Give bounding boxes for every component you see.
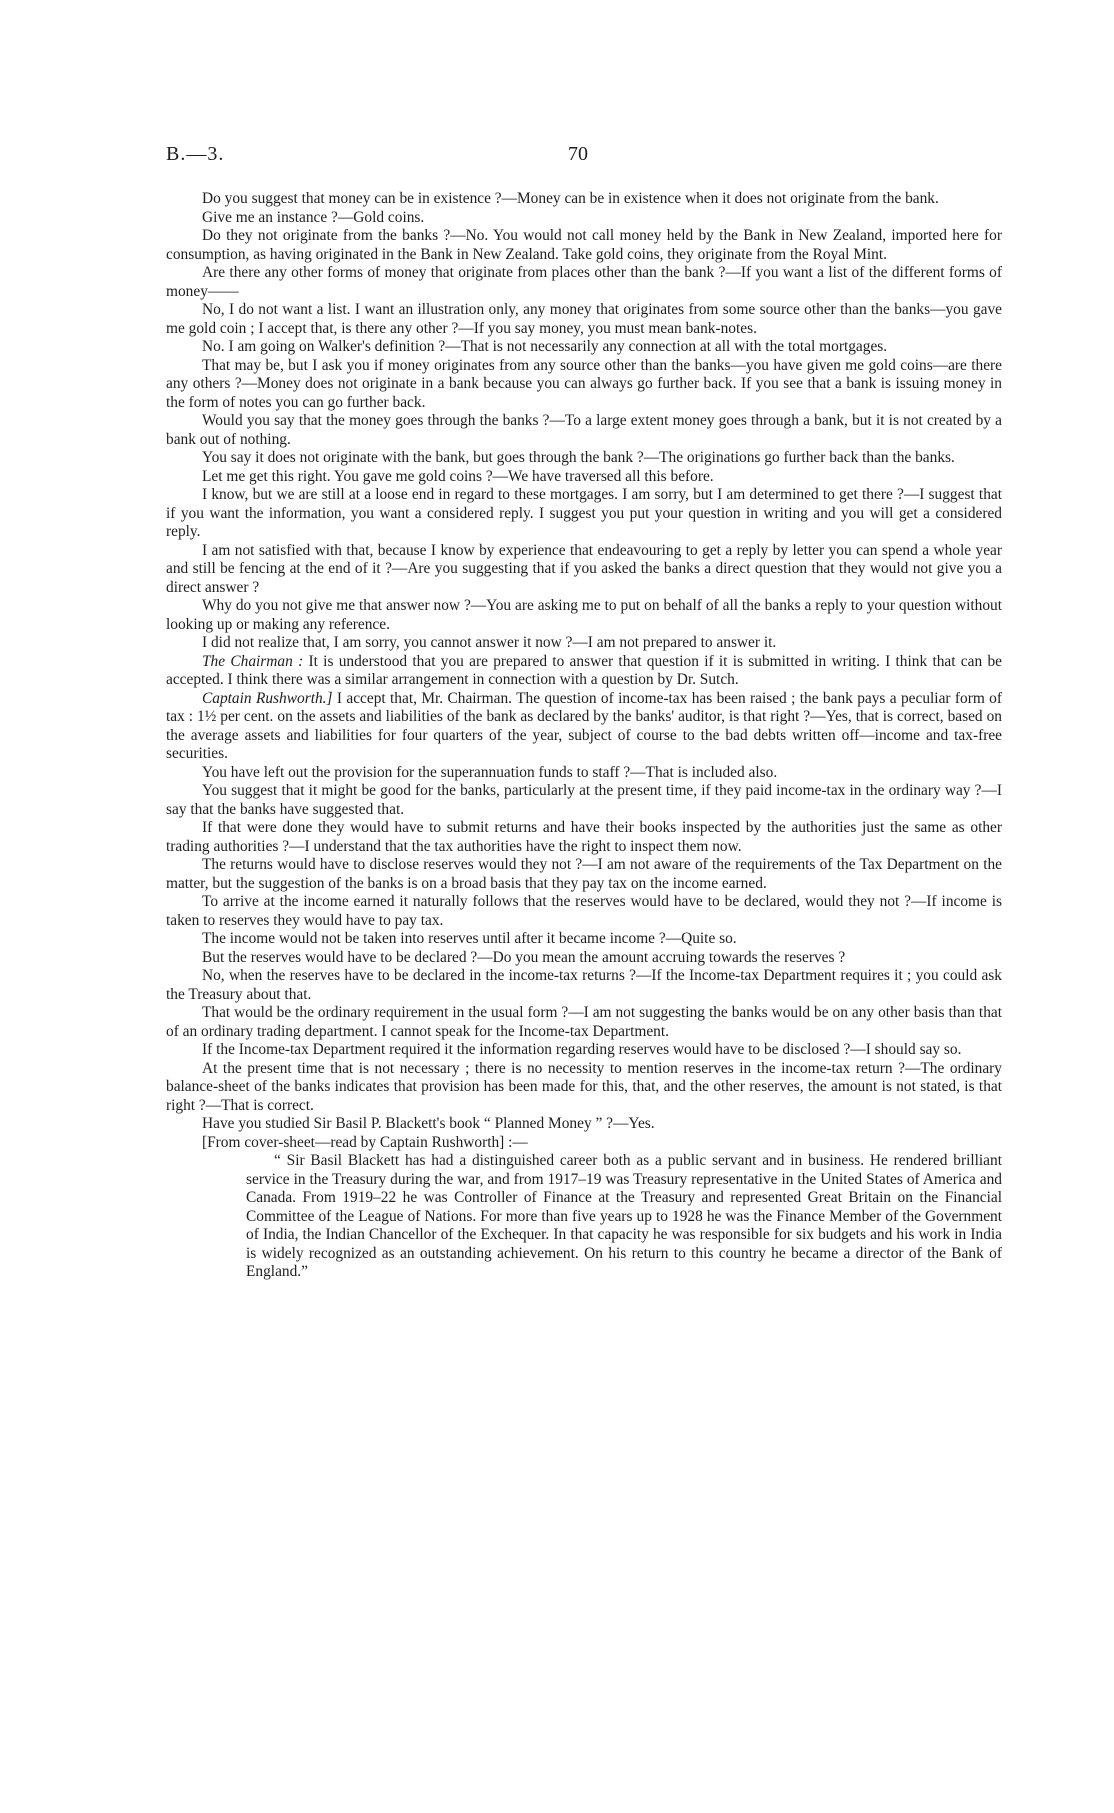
speaker-name: Captain Rushworth.] bbox=[202, 689, 333, 707]
paragraph: Let me get this right. You gave me gold coins ?—We have traversed all this before. bbox=[202, 467, 714, 485]
paragraph: If the Income-tax Department required it the information regarding reserves would have to be disclosed ?—I should say so. bbox=[202, 1041, 962, 1058]
block-quote: “ Sir Basil Blackett has had a distinguished career both as a public servant and in business. He rendered brilliant service in the Treasury during the war, and from 1917–19 was Treasury representative in the United States of America and Canada. From 1919–22 he was Controller of Finance at the Treasury and represented Great Britain on the Financial Committee of the League of Nations. For more than five years up to 1928 he was the Finance Member of the Government of India, the Indian Chancellor of the Exchequer. In that capacity he was responsible for six budgets and his work in India is widely recognized as an outstanding achievement. On his return to this country he became a director of the Bank of England.” bbox=[246, 1152, 1002, 1280]
speaker-text: I accept that, Mr. Chairman. The question of income-tax has been raised ; the bank pays a peculiar form of tax : 1½ per cent. on the assets and liabilities of the bank as declared by the banks' auditor, is that right ?—Yes, that is correct, based on the average assets and liabilities for four quarters of the year, subject of course to the bad debts written off—income and tax-free securities. bbox=[166, 689, 1002, 762]
page-header bbox=[166, 143, 1002, 173]
paragraph: Are there any other forms of money that originate from places other than the bank ?—If you want a list of the different forms of money—— bbox=[166, 264, 1002, 300]
paragraph: No. I am going on Walker's definition ?—That is not necessarily any connection at all with the total mortgages. bbox=[202, 338, 888, 355]
paragraph: No, when the reserves have to be declared in the income-tax returns ?—If the Income-tax Department requires it ; you could ask the Treasury about that. bbox=[166, 967, 1002, 1003]
paragraph: The returns would have to disclose reserves would they not ?—I am not aware of the requirements of the Tax Department on the matter, but the suggestion of the banks is on a broad basis that they pay tax on the income earned. bbox=[166, 856, 1002, 892]
paragraph: The income would not be taken into reserves until after it became income ?—Quite so. bbox=[202, 930, 737, 947]
paragraph: I am not satisfied with that, because I know by experience that endeavouring to get a reply by letter you can spend a whole year and still be fencing at the end of it ?—Are you suggesting that if you asked the banks a direct question that they would not give you a direct answer ? bbox=[166, 541, 1002, 596]
paragraph: Have you studied Sir Basil P. Blackett's book “ Planned Money ” ?—Yes. bbox=[202, 1115, 655, 1132]
paragraph: No, I do not want a list. I want an illustration only, any money that originates from some source other than the banks—you gave me gold coin ; I accept that, is there any other ?—If you say money, you must mean bank-notes. bbox=[166, 301, 1002, 337]
paragraph: Do you suggest that money can be in existence ?—Money can be in existence when it does not originate from the bank. bbox=[202, 190, 939, 207]
paragraph: If that were done they would have to submit returns and have their books inspected by the authorities just the same as other trading authorities ?—I understand that the tax authorities have the right to inspect them now. bbox=[166, 819, 1002, 855]
paragraph: To arrive at the income earned it naturally follows that the reserves would have to be declared, would they not ?—If income is taken to reserves they would have to pay tax. bbox=[166, 893, 1002, 929]
paragraph: [From cover-sheet—read by Captain Rushworth] :— bbox=[202, 1133, 528, 1151]
paragraph: Would you say that the money goes through the banks ?—To a large extent money goes through a bank, but it is not created by a bank out of nothing. bbox=[166, 412, 1002, 448]
page-number: 70 bbox=[568, 143, 588, 165]
document-body bbox=[166, 190, 1002, 1282]
paragraph: You suggest that it might be good for the banks, particularly at the present time, if they paid income-tax in the ordinary way ?—I say that the banks have suggested that. bbox=[166, 782, 1002, 818]
paragraph: You say it does not originate with the bank, but goes through the bank ?—The originations go further back than the banks. bbox=[202, 449, 955, 466]
paragraph: Do they not originate from the banks ?—No. You would not call money held by the Bank in New Zealand, imported here for consumption, as having originated in the Bank in New Zealand. Take gold coins, they originate from the Royal Mint. bbox=[166, 227, 1002, 263]
rushworth-paragraph bbox=[166, 690, 1002, 764]
paragraph: That would be the ordinary requirement in the usual form ?—I am not suggesting the banks would be on any other basis than that of an ordinary trading department. I cannot speak for the Income-tax Department. bbox=[166, 1004, 1002, 1040]
paragraph: You have left out the provision for the superannuation funds to staff ?—That is included also. bbox=[202, 763, 778, 781]
paragraph: Why do you not give me that answer now ?—You are asking me to put on behalf of all the banks a reply to your question without looking up or making any reference. bbox=[166, 597, 1002, 633]
paragraph: But the reserves would have to be declared ?—Do you mean the amount accruing towards the reserves ? bbox=[202, 948, 846, 966]
paragraph: I did not realize that, I am sorry, you cannot answer it now ?—I am not prepared to answer it. bbox=[202, 634, 777, 651]
paragraph: Give me an instance ?—Gold coins. bbox=[202, 208, 425, 226]
chairman-paragraph bbox=[166, 653, 1002, 690]
paragraph: At the present time that is not necessary ; there is no necessity to mention reserves in the income-tax return ?—The ordinary balance-sheet of the banks indicates that provision has been made for this, that, and the other reserves, the amount is not stated, is that right ?—That is correct. bbox=[166, 1059, 1002, 1114]
speaker-text: It is understood that you are prepared to answer that question if it is submitted in writing. I think that can be accepted. I think there was a similar arrangement in connection with a question by Dr. Sutch. bbox=[166, 652, 1002, 688]
speaker-name: The Chairman : bbox=[202, 652, 304, 670]
document-reference: B.—3. bbox=[166, 143, 225, 165]
paragraph: That may be, but I ask you if money originates from any source other than the banks—you have given me gold coins—are there any others ?—Money does not originate in a bank because you can always go further back. If you see that a bank is issuing money in the form of notes you can go further back. bbox=[166, 356, 1002, 411]
paragraph: I know, but we are still at a loose end in regard to these mortgages. I am sorry, but I am determined to get there ?—I suggest that if you want the information, you want a considered reply. I suggest you put your question in writing and you will get a considered reply. bbox=[166, 486, 1002, 540]
